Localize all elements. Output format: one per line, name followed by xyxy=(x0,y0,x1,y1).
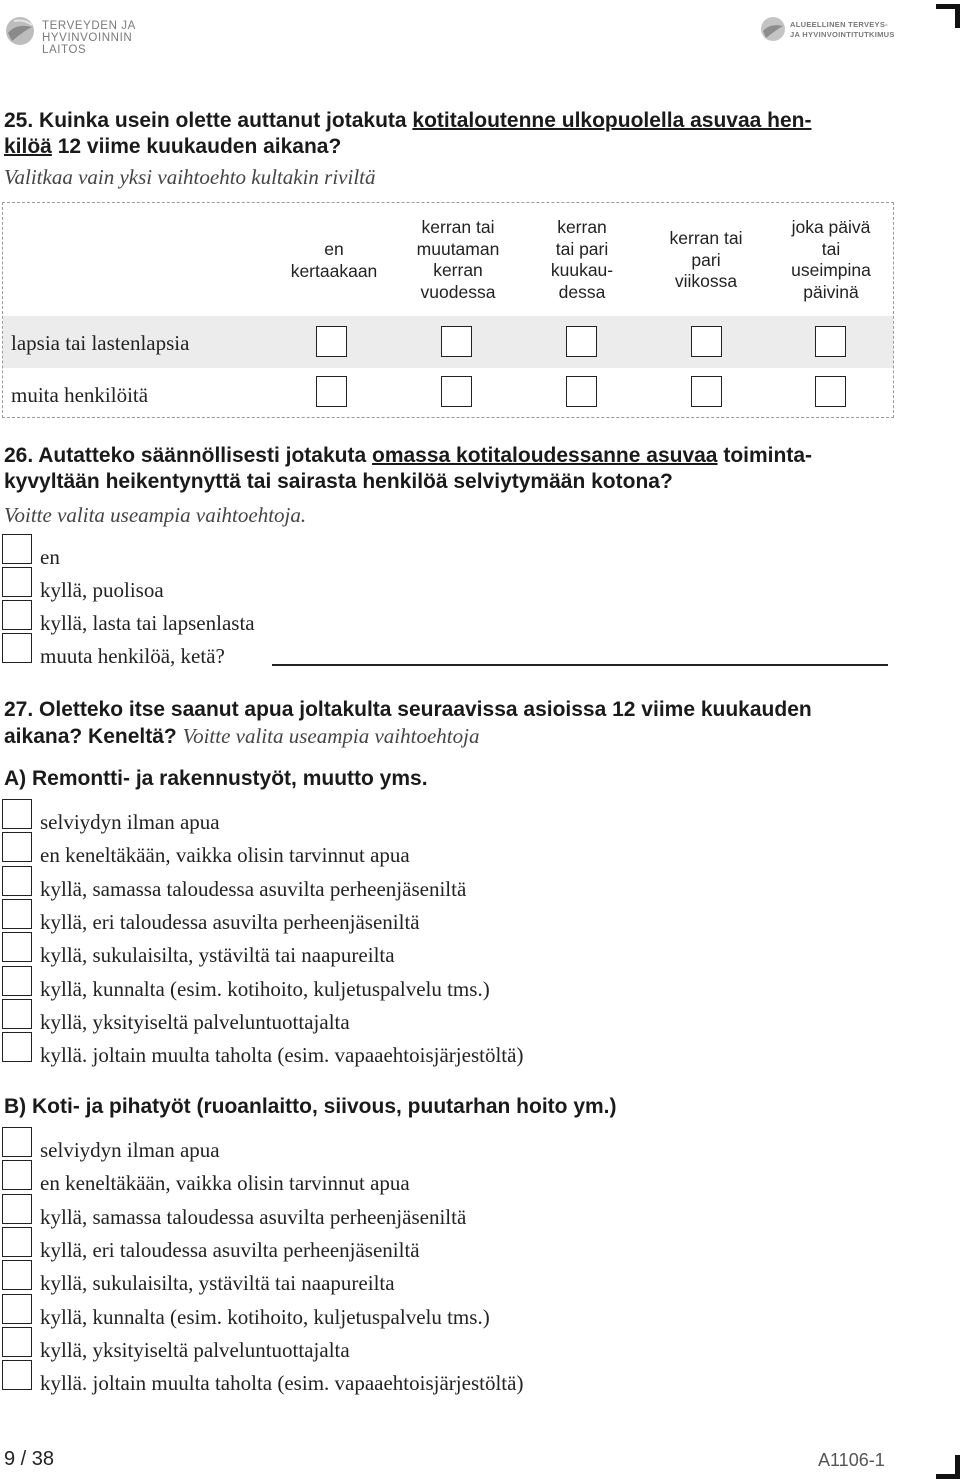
q27-instruction: Voitte valita useampia vaihtoehtoja xyxy=(182,724,480,748)
checkbox-q26-en[interactable] xyxy=(2,534,32,564)
q26-option-en: en xyxy=(40,545,60,569)
q26-title xyxy=(4,443,924,495)
q25-title-pre: 25. Kuinka usein olette auttanut jotakuta xyxy=(4,109,413,132)
alueellinen-emblem-icon xyxy=(760,16,786,42)
checkbox-muita-monthly[interactable] xyxy=(566,376,597,407)
q26-title-pre: 26. Autatteko säännöllisesti jotakuta xyxy=(4,444,372,467)
q26-option-lasta: kyllä, lasta tai lapsenlasta xyxy=(40,611,255,635)
checkbox-muita-daily[interactable] xyxy=(815,376,846,407)
checkbox-q27a-option-1[interactable] xyxy=(2,799,32,829)
thl-logo xyxy=(4,15,174,56)
checkbox-q27b-option-8[interactable] xyxy=(2,1360,32,1390)
checkbox-q27a-option-6[interactable] xyxy=(2,966,32,996)
q27b-option-label: kyllä, eri taloudessa asuvilta perheenjäseniltä xyxy=(40,1237,420,1262)
checkbox-q27b-option-7[interactable] xyxy=(2,1327,32,1357)
checkbox-q26-lasta[interactable] xyxy=(2,600,32,630)
checkbox-q26-muuta[interactable] xyxy=(2,633,32,663)
q27b-option-label: en keneltäkään, vaikka olisin tarvinnut apua xyxy=(40,1171,410,1196)
q27-title-line1: 27. Oletteko itse saanut apua joltakulta seuraavissa asioissa 12 viime kuukauden xyxy=(4,698,812,721)
checkbox-q26-puolisoa[interactable] xyxy=(2,567,32,597)
checkbox-q27a-option-7[interactable] xyxy=(2,999,32,1029)
q27-section-b-heading: B) Koti- ja pihatyöt (ruoanlaitto, siivous, puutarhan hoito ym.) xyxy=(4,1095,617,1118)
q27b-option-label: kyllä, kunnalta (esim. kotihoito, kuljetuspalvelu tms.) xyxy=(40,1304,490,1329)
q27a-option-label: kyllä, yksityiseltä palveluntuottajalta xyxy=(40,1009,350,1034)
checkbox-q27a-option-2[interactable] xyxy=(2,832,32,862)
form-code: A1106-1 xyxy=(818,1450,885,1470)
q27a-option-label: kyllä, sukulaisilta, ystäviltä tai naapureilta xyxy=(40,943,395,968)
q26-option-puolisoa: kyllä, puolisoa xyxy=(40,578,164,602)
checkbox-q27a-option-8[interactable] xyxy=(2,1032,32,1062)
thl-emblem-icon xyxy=(4,15,38,47)
q27-title xyxy=(4,697,924,750)
checkbox-q27b-option-2[interactable] xyxy=(2,1160,32,1190)
q27a-option-label: kyllä, samassa taloudessa asuvilta perheenjäseniltä xyxy=(40,876,467,901)
row-label-muita: muita henkilöitä xyxy=(11,383,149,407)
q26-title-post: toiminta- xyxy=(717,444,812,467)
q27b-option-label: kyllä, sukulaisilta, ystäviltä tai naapureilta xyxy=(40,1271,395,1296)
checkbox-lapsia-weekly[interactable] xyxy=(691,326,722,357)
checkbox-lapsia-monthly[interactable] xyxy=(566,326,597,357)
checkbox-lapsia-never[interactable] xyxy=(316,326,347,357)
q27-title-line2: aikana? Keneltä? xyxy=(4,725,177,748)
q27a-option-label: kyllä. joltain muulta taholta (esim. vapaaehtoisjärjestöltä) xyxy=(40,1043,524,1068)
q25-title-post: 12 viime kuukauden aikana? xyxy=(51,135,342,158)
q27a-option-label: selviydyn ilman apua xyxy=(40,810,220,834)
alueellinen-logo xyxy=(760,16,930,48)
q27b-option-label: kyllä, yksityiseltä palveluntuottajalta xyxy=(40,1337,350,1362)
crop-mark-top-right xyxy=(936,4,960,28)
logo-left-line2: HYVINVOINNIN LAITOS xyxy=(42,32,133,56)
col-header-2: kerran tai muutaman kerran vuodessa xyxy=(416,217,500,302)
q26-title-line2: kyvyltään heikentynyttä tai sairasta henkilöä selviytymään kotona? xyxy=(4,470,673,493)
checkbox-q27b-option-5[interactable] xyxy=(2,1260,32,1290)
checkbox-q27b-option-3[interactable] xyxy=(2,1194,32,1224)
q26-write-in-line[interactable] xyxy=(272,664,888,666)
row-label-lapsia: lapsia tai lastenlapsia xyxy=(11,331,190,355)
col-header-3: kerran tai pari kuukau- dessa xyxy=(550,217,614,302)
q25-title-underlined-2: kilöä xyxy=(4,135,52,158)
logo-right-line2: JA HYVINVOINTITUTKIMUS xyxy=(790,30,895,39)
checkbox-q27a-option-3[interactable] xyxy=(2,866,32,896)
q27-section-a-heading: A) Remontti- ja rakennustyöt, muutto yms. xyxy=(4,767,428,790)
q25-instruction: Valitkaa vain yksi vaihtoehto kultakin riviltä xyxy=(4,165,376,189)
q27a-option-label: kyllä, kunnalta (esim. kotihoito, kuljetuspalvelu tms.) xyxy=(40,976,490,1001)
checkbox-lapsia-yearly[interactable] xyxy=(441,326,472,357)
table-row xyxy=(3,316,893,368)
checkbox-q27b-option-1[interactable] xyxy=(2,1127,32,1157)
q26-instruction: Voitte valita useampia vaihtoehtoja. xyxy=(4,503,307,527)
q26-title-underlined: omassa kotitaloudessanne asuvaa xyxy=(372,444,718,467)
logo-left-line1: TERVEYDEN JA xyxy=(42,20,136,32)
q27b-option-label: selviydyn ilman apua xyxy=(40,1138,220,1162)
table-row xyxy=(3,368,893,420)
col-header-4: kerran tai pari viikossa xyxy=(669,228,743,291)
checkbox-q27a-option-5[interactable] xyxy=(2,932,32,962)
checkbox-q27b-option-6[interactable] xyxy=(2,1294,32,1324)
logo-right-line1: ALUEELLINEN TERVEYS- xyxy=(790,20,888,29)
page-number: 9 / 38 xyxy=(4,1448,55,1470)
checkbox-q27a-option-4[interactable] xyxy=(2,899,32,929)
q27b-option-label: kyllä. joltain muulta taholta (esim. vapaaehtoisjärjestöltä) xyxy=(40,1371,524,1396)
checkbox-q27b-option-4[interactable] xyxy=(2,1227,32,1257)
q25-title-underlined: kotitaloutenne ulkopuolella asuvaa hen- xyxy=(412,109,812,132)
q27a-option-label: en keneltäkään, vaikka olisin tarvinnut apua xyxy=(40,843,410,868)
col-header-5: joka päivä tai useimpina päivinä xyxy=(791,217,871,302)
checkbox-muita-yearly[interactable] xyxy=(441,376,472,407)
q25-frequency-grid xyxy=(2,202,894,418)
q27a-option-label: kyllä, eri taloudessa asuvilta perheenjäseniltä xyxy=(40,909,420,934)
q25-title xyxy=(4,108,904,160)
checkbox-lapsia-daily[interactable] xyxy=(815,326,846,357)
q26-option-muuta: muuta henkilöä, ketä? xyxy=(40,644,225,668)
checkbox-muita-weekly[interactable] xyxy=(691,376,722,407)
q27b-option-label: kyllä, samassa taloudessa asuvilta perheenjäseniltä xyxy=(40,1204,467,1229)
col-header-1: en kertaakaan xyxy=(290,239,378,281)
crop-mark-bottom-right xyxy=(936,1455,960,1479)
checkbox-muita-never[interactable] xyxy=(316,376,347,407)
